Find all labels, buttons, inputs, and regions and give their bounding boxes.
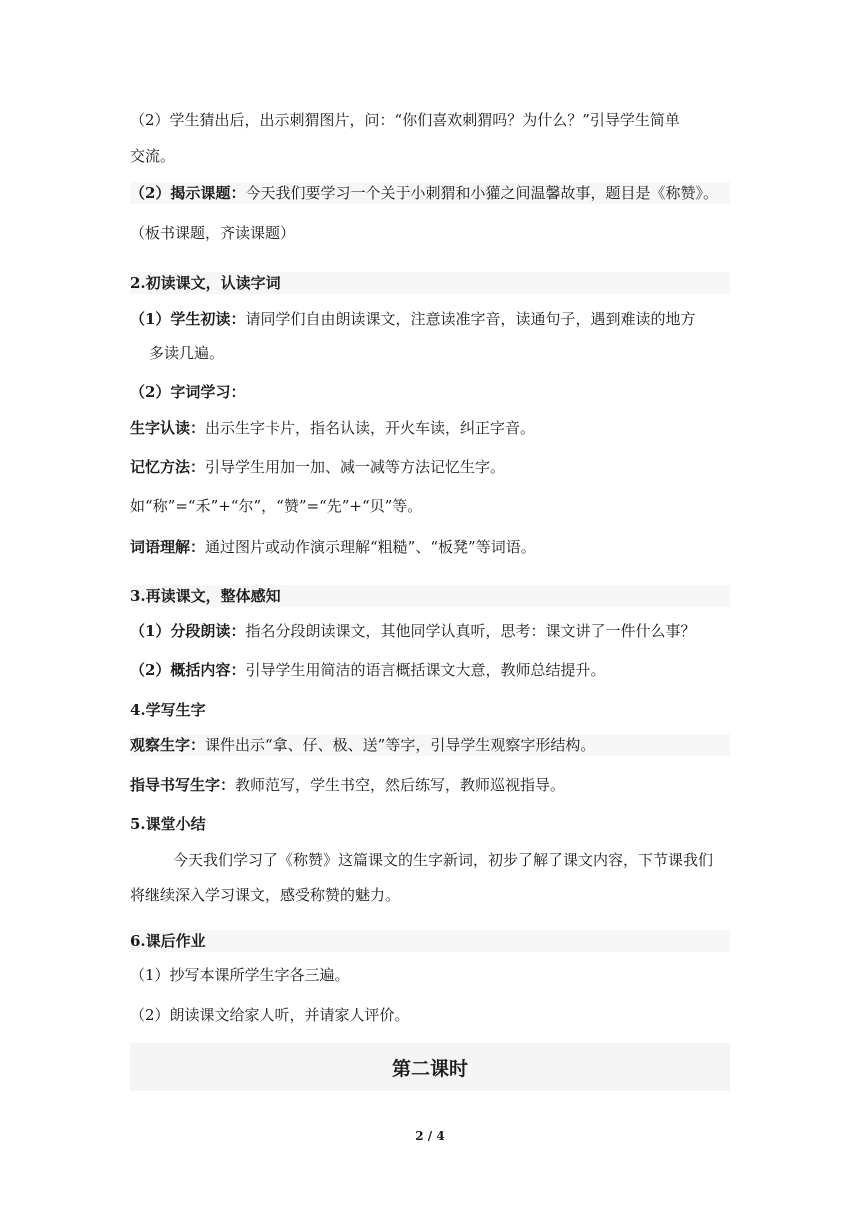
paragraph-line bbox=[130, 1004, 730, 1026]
text: 引导学生用加一加、减一减等方法记忆生字。 bbox=[205, 458, 506, 476]
text: 指名分段朗读课文，其他同学认真听，思考：课文讲了一件什么事？ bbox=[245, 622, 696, 640]
page-number-text: 2 / 4 bbox=[415, 1129, 445, 1143]
label: 生字认读： bbox=[130, 419, 206, 437]
section-heading bbox=[130, 699, 730, 721]
paragraph-line bbox=[130, 495, 730, 517]
text: （1）抄写本课所学生字各三遍。 bbox=[130, 966, 350, 984]
section-title-text: 第二课时 bbox=[391, 1057, 468, 1080]
reveal-topic-line bbox=[130, 182, 730, 204]
section-heading bbox=[130, 930, 730, 952]
paragraph-line bbox=[130, 536, 730, 558]
paragraph-line bbox=[130, 774, 730, 796]
label: 词语理解： bbox=[130, 538, 206, 556]
paragraph-line bbox=[130, 620, 730, 642]
text: 2.初读课文，认读字词 bbox=[130, 274, 281, 292]
label: 记忆方法： bbox=[130, 458, 206, 476]
text: 请同学们自由朗读课文，注意读准字音，读通句子，遇到难读的地方 bbox=[245, 310, 696, 328]
text: 4.学写生字 bbox=[130, 701, 206, 719]
paragraph-line bbox=[130, 222, 730, 244]
page-number bbox=[0, 1129, 860, 1143]
section-title bbox=[130, 1043, 730, 1091]
paragraph-line bbox=[130, 456, 730, 478]
text: 引导学生用简洁的语言概括课文大意，教师总结提升。 bbox=[245, 661, 606, 679]
text: 交流。 bbox=[130, 147, 176, 165]
text: 将继续深入学习课文，感受称赞的魅力。 bbox=[130, 886, 401, 904]
label: （2）字词学习： bbox=[130, 383, 246, 401]
text: 课件出示“拿、仔、极、送”等字，引导学生观察字形结构。 bbox=[205, 736, 596, 754]
text: （2）学生猜出后，出示刺猬图片，问：“你们喜欢刺猬吗？为什么？”引导学生简单 bbox=[130, 111, 680, 129]
paragraph-line bbox=[173, 849, 773, 871]
text: 今天我们要学习一个关于小刺猬和小獾之间温馨故事，题目是《称赞》。 bbox=[245, 184, 718, 202]
text: 如“称”=“禾”+“尔”，“赞”=“先”+“贝”等。 bbox=[130, 497, 423, 515]
label: （2）揭示课题： bbox=[130, 184, 246, 202]
section-heading bbox=[130, 272, 730, 294]
label: （1）学生初读： bbox=[130, 310, 246, 328]
paragraph-line bbox=[130, 659, 730, 681]
text: 5.课堂小结 bbox=[130, 815, 206, 833]
label: 指导书写生字： bbox=[130, 776, 236, 794]
text: 多读几遍。 bbox=[149, 344, 225, 362]
paragraph-line bbox=[130, 381, 730, 403]
paragraph-line bbox=[130, 884, 730, 906]
paragraph-line bbox=[130, 734, 730, 756]
label: （1）分段朗读： bbox=[130, 622, 246, 640]
paragraph-line bbox=[130, 308, 730, 330]
paragraph-line bbox=[130, 964, 730, 986]
text: （板书课题，齐读课题） bbox=[130, 224, 296, 242]
section-heading bbox=[130, 813, 730, 835]
paragraph-line bbox=[149, 342, 749, 364]
section-heading bbox=[130, 585, 730, 607]
text: 出示生字卡片，指名认读，开火车读，纠正字音。 bbox=[205, 419, 536, 437]
text: （2）朗读课文给家人听，并请家人评价。 bbox=[130, 1006, 410, 1024]
paragraph-line bbox=[130, 417, 730, 439]
text: 通过图片或动作演示理解“粗糙”、“板凳”等词语。 bbox=[205, 538, 536, 556]
label: （2）概括内容： bbox=[130, 661, 246, 679]
paragraph-line bbox=[130, 145, 730, 167]
paragraph-line bbox=[130, 109, 730, 131]
text: 6.课后作业 bbox=[130, 932, 206, 950]
text: 3.再读课文，整体感知 bbox=[130, 587, 281, 605]
text: 教师范写，学生书空，然后练写，教师巡视指导。 bbox=[235, 776, 566, 794]
label: 观察生字： bbox=[130, 736, 206, 754]
text: 今天我们学习了《称赞》这篇课文的生字新词，初步了解了课文内容，下节课我们 bbox=[173, 851, 714, 869]
